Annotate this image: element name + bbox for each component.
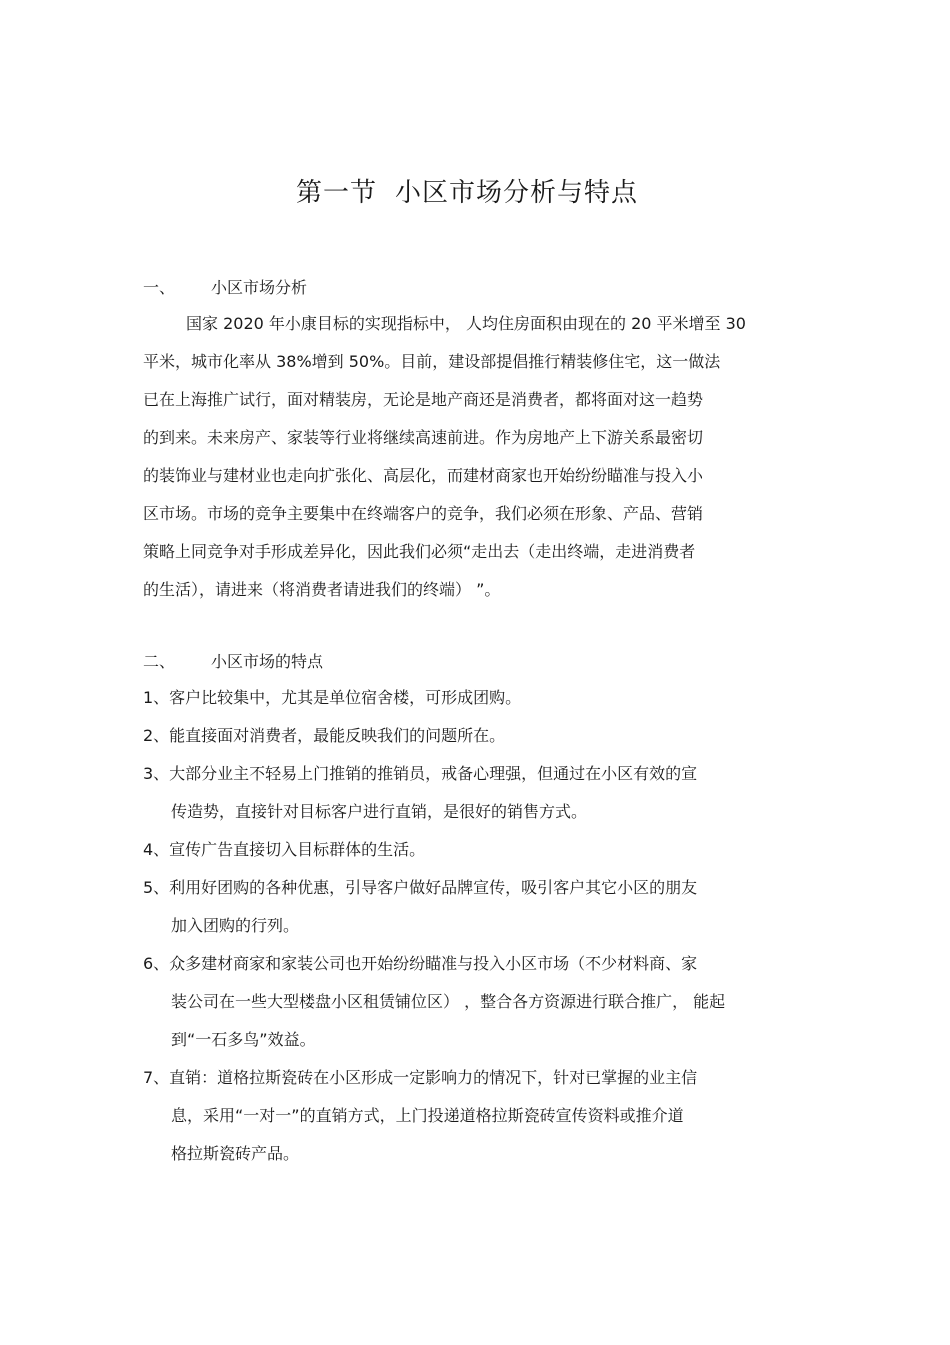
paragraph-line: 已在上海推广试行，面对精装房，无论是地产商还是消费者，都将面对这一趋势 bbox=[143, 390, 704, 409]
page-title bbox=[0, 172, 934, 209]
list-item-line: 到“一石多鸟”效益。 bbox=[171, 1030, 316, 1049]
list-item-line: 3、大部分业主不轻易上门推销的推销员，戒备心理强，但通过在小区有效的宣 bbox=[143, 764, 698, 783]
list-item-line: 1、客户比较集中，尤其是单位宿舍楼，可形成团购。 bbox=[143, 688, 522, 707]
list-item bbox=[143, 877, 843, 953]
section-1-number: 一、 bbox=[143, 278, 176, 297]
list-item bbox=[143, 725, 843, 763]
paragraph-line: 策略上同竞争对手形成差异化，因此我们必须“走出去（走出终端，走进消费者 bbox=[143, 542, 696, 561]
section-2-number: 二、 bbox=[143, 652, 176, 671]
section-1-paragraph bbox=[143, 313, 843, 617]
list-item bbox=[143, 839, 843, 877]
paragraph-line: 的装饰业与建材业也走向扩张化、高层化，而建材商家也开始纷纷瞄准与投入小 bbox=[143, 466, 704, 485]
list-item-line: 6、众多建材商家和家装公司也开始纷纷瞄准与投入小区市场（不少材料商、家 bbox=[143, 954, 698, 973]
paragraph-line: 国家 2020 年小康目标的实现指标中， 人均住房面积由现在的 20 平米增至 30 bbox=[186, 314, 746, 333]
section-1-title: 小区市场分析 bbox=[211, 278, 308, 297]
list-item bbox=[143, 953, 843, 1067]
feature-list bbox=[143, 687, 843, 1181]
list-item-line: 2、能直接面对消费者，最能反映我们的问题所在。 bbox=[143, 726, 506, 745]
paragraph-line: 平米，城市化率从 38%增到 50%。目前，建设部提倡推行精装修住宅，这一做法 bbox=[143, 352, 721, 371]
list-item bbox=[143, 687, 843, 725]
paragraph-line: 的到来。未来房产、家装等行业将继续高速前进。作为房地产上下游关系最密切 bbox=[143, 428, 704, 447]
paragraph-line: 的生活），请进来（将消费者请进我们的终端） ”。 bbox=[143, 580, 501, 599]
list-item-line: 装公司在一些大型楼盘小区租赁铺位区） ，整合各方资源进行联合推广， 能起 bbox=[171, 992, 726, 1011]
list-item-line: 传造势，直接针对目标客户进行直销，是很好的销售方式。 bbox=[171, 802, 588, 821]
section-2-heading bbox=[143, 649, 323, 672]
list-item-line: 息，采用“一对一”的直销方式，上门投递道格拉斯瓷砖宣传资料或推介道 bbox=[171, 1106, 684, 1125]
list-item bbox=[143, 1067, 843, 1181]
list-item-line: 4、宣传广告直接切入目标群体的生活。 bbox=[143, 840, 426, 859]
title-text: 小区市场分析与特点 bbox=[395, 178, 639, 208]
list-item-line: 加入团购的行列。 bbox=[171, 916, 300, 935]
paragraph-line: 区市场。市场的竞争主要集中在终端客户的竞争，我们必须在形象、产品、营销 bbox=[143, 504, 704, 523]
list-item-line: 格拉斯瓷砖产品。 bbox=[171, 1144, 300, 1163]
title-section-number: 第一节 bbox=[295, 178, 377, 208]
list-item bbox=[143, 763, 843, 839]
section-2-title: 小区市场的特点 bbox=[211, 652, 324, 671]
list-item-line: 5、利用好团购的各种优惠，引导客户做好品牌宣传，吸引客户其它小区的朋友 bbox=[143, 878, 698, 897]
section-1-heading bbox=[143, 275, 307, 298]
list-item-line: 7、直销：道格拉斯瓷砖在小区形成一定影响力的情况下，针对已掌握的业主信 bbox=[143, 1068, 698, 1087]
